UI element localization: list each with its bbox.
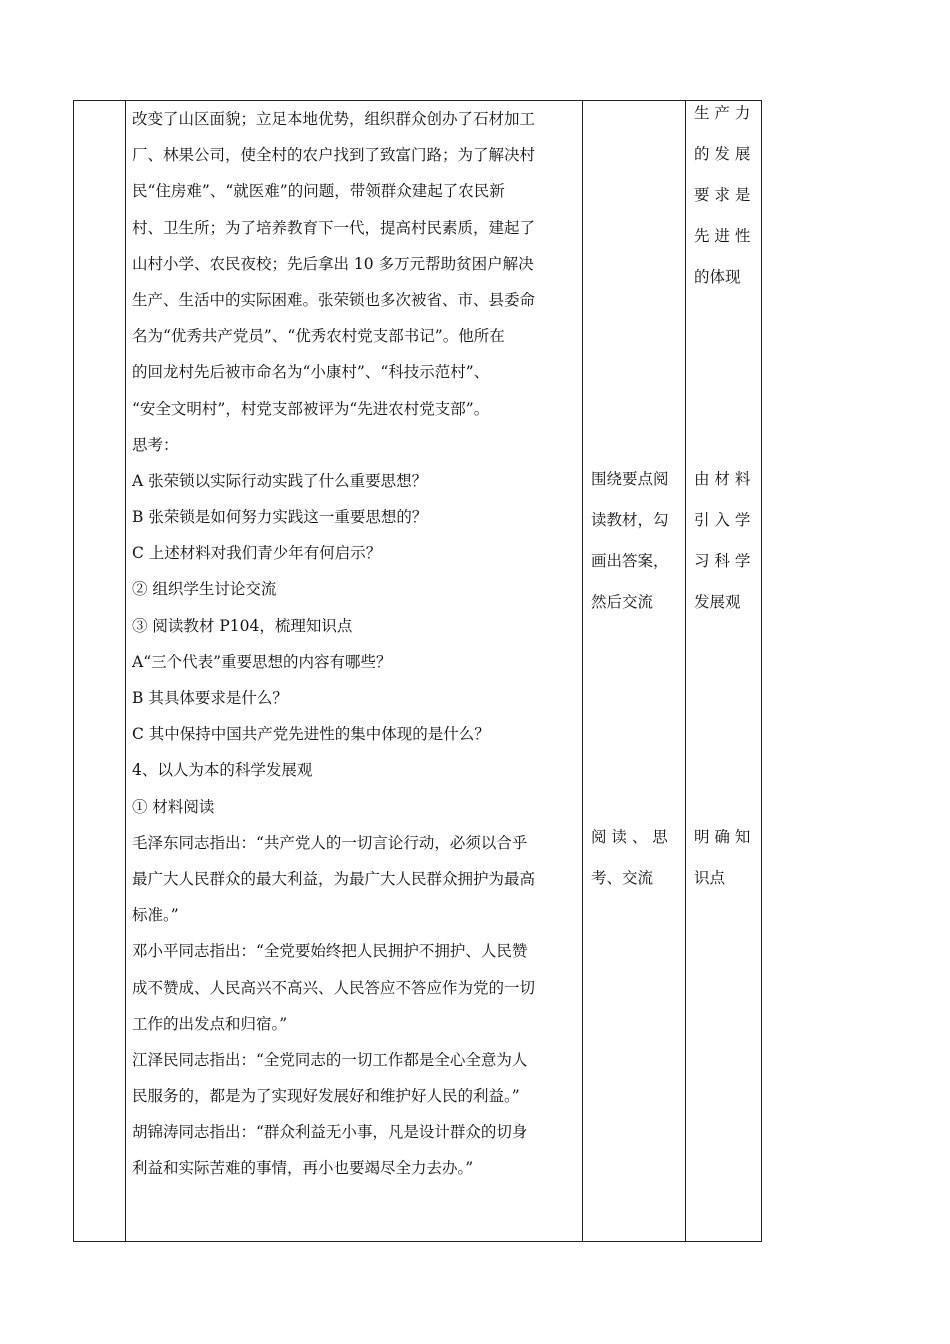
intent-line: 识点 (694, 869, 726, 887)
content-line: 厂、林果公司，使全村的农户找到了致富门路；为了解决村 (132, 146, 536, 165)
content-line: 标准。” (132, 906, 179, 925)
student-activity-block (591, 817, 677, 899)
content-line: 村、卫生所；为了培养教育下一代，提高村民素质，建起了 (132, 218, 536, 237)
activity-line: 读教材，勾 (591, 511, 669, 529)
intent-line: 要 求 是 (694, 186, 751, 204)
intent-line: 的体现 (694, 268, 741, 286)
student-activity-block (591, 459, 677, 623)
intent-line: 发展观 (694, 593, 741, 611)
content-line: 名为“优秀共产党员”、“优秀农村党支部书记”。他所在 (132, 327, 505, 346)
content-line: 改变了山区面貌；立足本地优势，组织群众创办了石材加工 (132, 110, 536, 128)
content-line: 生产、生活中的实际困难。张荣锁也多次被省、市、县委命 (132, 290, 536, 309)
content-line: 民服务的，都是为了实现好发展好和维护好人民的利益。” (132, 1087, 520, 1106)
content-line: 胡锦涛同志指出：“群众利益无小事，凡是设计群众的切身 (132, 1123, 528, 1142)
intent-line: 由 材 料 (694, 470, 751, 488)
content-line: 思考： (132, 435, 179, 454)
intent-line: 生 产 力 (694, 104, 751, 122)
content-line: 的回龙村先后被市命名为“小康村”、“科技示范村”、 (132, 363, 490, 382)
intent-line: 习 科 学 (694, 552, 751, 570)
activity-line: 考、交流 (591, 869, 654, 887)
teaching-content-cell (132, 101, 577, 1187)
content-line: ② 组织学生讨论交流 (132, 580, 277, 599)
content-line: 邓小平同志指出：“全党要始终把人民拥护不拥护、人民赞 (132, 942, 528, 961)
activity-line: 画出答案， (591, 552, 669, 570)
content-line: B 其具体要求是什么？ (132, 689, 288, 707)
design-intent-block (694, 459, 756, 623)
content-line: C 其中保持中国共产党先进性的集中体现的是什么？ (132, 725, 490, 744)
content-line: 江泽民同志指出：“全党同志的一切工作都是全心全意为人 (132, 1050, 528, 1069)
design-intent-block (694, 93, 756, 298)
intent-line: 的 发 展 (694, 145, 751, 163)
content-line: 4、以人为本的科学发展观 (132, 761, 313, 780)
content-line: C 上述材料对我们青少年有何启示？ (132, 544, 382, 563)
activity-line: 阅 读 、 思 (591, 828, 668, 846)
content-line: ① 材料阅读 (132, 797, 215, 816)
content-line: 山村小学、农民夜校；先后拿出 10 多万元帮助贫困户解决 (132, 254, 534, 273)
content-line: A“三个代表”重要思想的内容有哪些？ (132, 652, 392, 671)
design-intent-block (694, 817, 756, 899)
content-line: A 张荣锁以实际行动实践了什么重要思想？ (132, 471, 428, 490)
content-line: 利益和实际苦难的事情，再小也要竭尽全力去办。” (132, 1159, 474, 1178)
column-divider-1 (125, 101, 126, 1241)
activity-line: 然后交流 (591, 593, 654, 611)
column-divider-3 (685, 101, 686, 1241)
intent-line: 明 确 知 (694, 828, 751, 846)
content-line: 毛泽东同志指出：“共产党人的一切言论行动，必须以合乎 (132, 833, 528, 852)
content-line: 民“住房难”、“就医难”的问题，带领群众建起了农民新 (132, 182, 505, 201)
content-line: B 张荣锁是如何努力实践这一重要思想的？ (132, 508, 428, 527)
activity-line: 围绕要点阅 (591, 470, 669, 488)
content-line: 最广大人民群众的最大利益，为最广大人民群众拥护为最高 (132, 869, 536, 888)
content-line: ③ 阅读教材 P104，梳理知识点 (132, 616, 353, 635)
content-line: 成不赞成、人民高兴不高兴、人民答应不答应作为党的一切 (132, 978, 536, 997)
lesson-table (73, 100, 762, 1242)
intent-line: 先 进 性 (694, 227, 751, 245)
content-line: 工作的出发点和归宿。” (132, 1014, 288, 1033)
content-line: “安全文明村”，村党支部被评为“先进农村党支部”。 (132, 399, 490, 418)
intent-line: 引 入 学 (694, 511, 751, 529)
column-divider-2 (582, 101, 583, 1241)
